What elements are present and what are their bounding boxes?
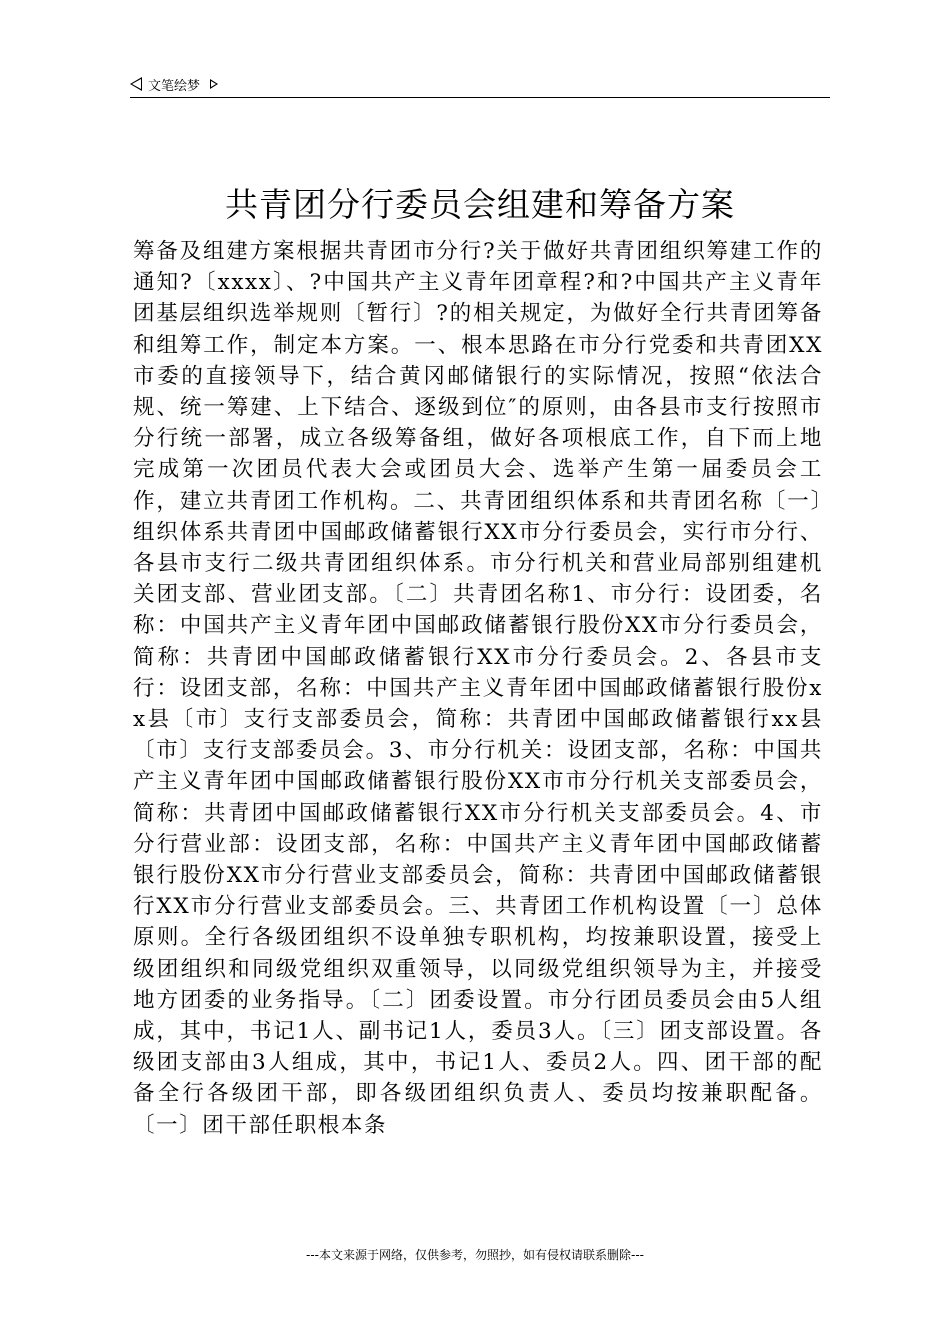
document-body: 筹备及组建方案根据共青团市分行?关于做好共青团组织筹建工作的通知?〔xxxx〕、?中国共产主义青年团章程?和?中国共产主义青年团基层组织选举规则〔暂行〕?的相关规定，为做好全行共青团筹备和组筹工作，制定本方案。一、根本思路在市分行党委和共青团XX市委的直接领导下，结合黄冈邮储银行的实际情况，按照“依法合规、统一筹建、上下结合、逐级到位″的原则，由各县市支行按照市分行统一部署，成立各级筹备组，做好各项根底工作，自下而上地完成第一次团员代表大会或团员大会、选举产生第一届委员会工作，建立共青团工作机构。二、共青团组织体系和共青团名称〔一〕组织体系共青团中国邮政储蓄银行XX市分行委员会，实行市分行、各县市支行二级共青团组织体系。市分行机关和营业局部别组建机关团支部、营业团支部。〔二〕共青团名称1、市分行：设团委，名称：中国共产主义青年团中国邮政储蓄银行股份XX市分行委员会，简称：共青团中国邮政储蓄银行XX市分行委员会。2、各县市支行：设团支部，名称：中国共产主义青年团中国邮政储蓄银行股份xx县〔市〕支行支部委员会，简称：共青团中国邮政储蓄银行xx县〔市〕支行支部委员会。3、市分行机关：设团支部，名称：中国共产主义青年团中国邮政储蓄银行股份XX市市分行机关支部委员会，简称：共青团中国邮政储蓄银行XX市分行机关支部委员会。4、市分行营业部：设团支部，名称：中国共产主义青年团中国邮政储蓄银行股份XX市分行营业支部委员会，简称：共青团中国邮政储蓄银行XX市分行营业支部委员会。三、共青团工作机构设置〔一〕总体原则。全行各级团组织不设单独专职机构，均按兼职设置，接受上级团组织和同级党组织双重领导，以同级党组织领导为主，并接受地方团委的业务指导。〔二〕团委设置。市分行团员委员会由5人组成，其中，书记1人、副书记1人，委员3人。〔三〕团支部设置。各级团支部由3人组成，其中，书记1人、委员2人。四、团干部的配备全行各级团干部，即各级团组织负责人、委员均按兼职配备。〔一〕团干部任职根本条	[133, 239, 823, 1138]
footer-disclaimer: ---本文来源于网络，仅供参考，勿照抄，如有侵权请联系删除---	[306, 1248, 644, 1262]
triangle-left-icon	[130, 77, 142, 91]
page-header	[130, 70, 830, 98]
header-divider	[130, 97, 830, 98]
header-brand: 文笔绘梦	[148, 78, 201, 94]
triangle-right-icon	[210, 79, 218, 89]
document-title: 共青团分行委员会组建和筹备方案	[225, 185, 735, 224]
